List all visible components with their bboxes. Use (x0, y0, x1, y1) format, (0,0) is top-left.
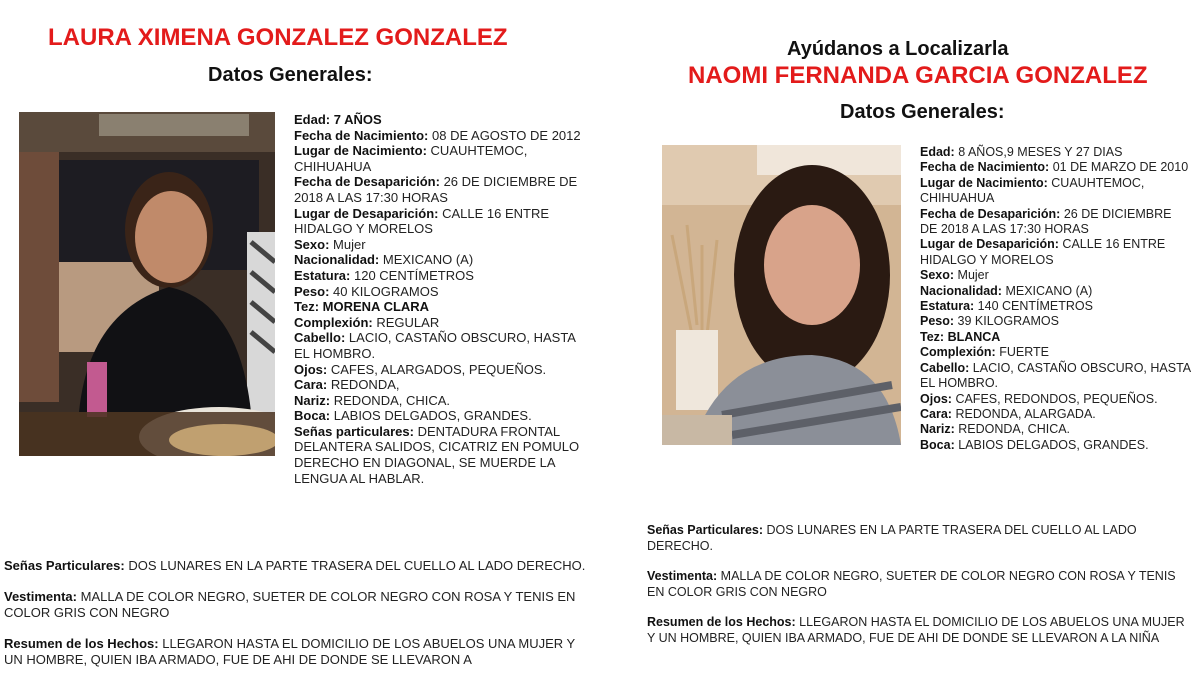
detail-label: Estatura: (294, 267, 351, 283)
detail-value: DENTADURA FRONTAL DELANTERA SALIDOS, CICATRIZ EN POMULO DERECHO EN DIAGONAL, SE MUERDE LA LENGUA AL HABLAR. (294, 423, 580, 486)
general-data-list (920, 145, 1192, 453)
detail-row (294, 143, 584, 174)
detail-row (294, 237, 584, 253)
detail-value: 8 AÑOS,9 MESES Y 27 DIAS (958, 145, 1123, 159)
detail-row (920, 438, 1192, 453)
detail-row (920, 361, 1192, 392)
right-poster (600, 0, 1200, 675)
detail-value: 01 DE MARZO DE 2010 (1052, 160, 1189, 175)
detail-label: Cabello: (294, 330, 346, 346)
info-label: Vestimenta: (647, 569, 718, 583)
missing-person-name: LAURA XIMENA GONZALEZ GONZALEZ (48, 24, 508, 51)
detail-row (920, 422, 1192, 437)
person-photo (662, 145, 901, 445)
info-label: Resumen de los Hechos: (4, 636, 159, 651)
detail-row (920, 299, 1192, 314)
info-label: Vestimenta: (4, 589, 77, 604)
detail-label: Estatura: (920, 299, 975, 314)
detail-label: Sexo: (294, 236, 330, 252)
detail-value: FUERTE (999, 345, 1049, 360)
info-label: Señas Particulares: (647, 523, 764, 537)
detail-value: 26 DE DICIEMBRE DE 2018 A LAS 17:30 HORAS (294, 174, 578, 205)
info-paragraph (647, 615, 1195, 646)
detail-label: Edad: (920, 145, 955, 159)
detail-label: Edad: (294, 112, 331, 127)
detail-label: Ojos: (920, 391, 952, 406)
detail-row (294, 284, 584, 300)
detail-row (920, 330, 1192, 345)
detail-row (294, 424, 584, 486)
detail-row (920, 160, 1192, 175)
detail-row (294, 299, 584, 315)
detail-label: Nariz: (920, 422, 955, 437)
detail-label: Ojos: (294, 361, 328, 377)
detail-value: MEXICANO (A) (382, 252, 474, 268)
info-paragraph (647, 523, 1195, 554)
detail-row (294, 112, 584, 128)
detail-label: Cara: (920, 406, 952, 421)
detail-row (294, 408, 584, 424)
detail-row (294, 362, 584, 378)
info-label: Señas Particulares: (4, 558, 125, 573)
detail-value: MEXICANO (A) (1005, 283, 1093, 298)
help-locate-subtitle: Ayúdanos a Localizarla (787, 38, 1009, 60)
info-paragraph (647, 569, 1195, 600)
detail-label: Tez: (920, 329, 945, 344)
detail-row (294, 268, 584, 284)
detail-value: 26 DE DICIEMBRE DE 2018 A LAS 17:30 HORAS (920, 206, 1172, 237)
info-value: DOS LUNARES EN LA PARTE TRASERA DEL CUELLO AL LADO DERECHO. (128, 558, 586, 573)
additional-info (647, 523, 1195, 661)
detail-row (294, 174, 584, 205)
detail-label: Tez: (294, 299, 320, 315)
info-paragraph (4, 636, 594, 668)
detail-value: MORENA CLARA (322, 299, 430, 315)
info-value: LLEGARON HASTA EL DOMICILIO DE LOS ABUELOS UNA MUJER Y UN HOMBRE, QUIEN IBA ARMADO, FUE DE AHI DE DONDE SE LLEVARON A LA NIÑA (647, 615, 1185, 645)
detail-label: Lugar de Nacimiento: (920, 175, 1048, 190)
detail-label: Lugar de Nacimiento: (294, 143, 427, 159)
detail-row (920, 145, 1192, 160)
detail-value: REDONDA, CHICA. (333, 392, 451, 408)
detail-label: Complexión: (920, 345, 996, 360)
detail-value: LABIOS DELGADOS, GRANDES. (333, 408, 532, 424)
detail-row (920, 268, 1192, 283)
info-value: DOS LUNARES EN LA PARTE TRASERA DEL CUELLO AL LADO DERECHO. (647, 523, 1137, 553)
detail-label: Cara: (294, 377, 328, 393)
detail-label: Sexo: (920, 268, 955, 283)
info-value: MALLA DE COLOR NEGRO, SUETER DE COLOR NEGRO CON ROSA Y TENIS EN COLOR GRIS CON NEGRO (4, 589, 576, 620)
detail-value: CUAUHTEMOC, CHIHUAHUA (294, 143, 528, 174)
detail-value: CAFES, ALARGADOS, PEQUEÑOS. (330, 361, 547, 377)
detail-value: LABIOS DELGADOS, GRANDES. (958, 437, 1149, 452)
detail-row (920, 392, 1192, 407)
info-value: LLEGARON HASTA EL DOMICILIO DE LOS ABUELOS UNA MUJER Y UN HOMBRE, QUIEN IBA ARMADO, FUE DE AHI DE DONDE SE LLEVARON A (4, 636, 575, 667)
detail-value: LACIO, CASTAÑO OBSCURO, HASTA EL HOMBRO. (294, 330, 576, 361)
info-paragraph (4, 558, 594, 574)
detail-row (920, 345, 1192, 360)
detail-row (294, 315, 584, 331)
detail-label: Complexión: (294, 314, 373, 330)
detail-row (920, 237, 1192, 268)
detail-value: 08 DE AGOSTO DE 2012 (432, 127, 581, 143)
additional-info (4, 558, 594, 675)
detail-value: REDONDA, CHICA. (958, 422, 1071, 437)
detail-row (920, 176, 1192, 207)
detail-value: REDONDA, ALARGADA. (955, 406, 1096, 421)
detail-row (920, 284, 1192, 299)
detail-label: Peso: (294, 283, 330, 299)
detail-label: Peso: (920, 314, 955, 329)
detail-row (294, 128, 584, 144)
detail-value: CALLE 16 ENTRE HIDALGO Y MORELOS (920, 237, 1166, 267)
detail-value: CALLE 16 ENTRE HIDALGO Y MORELOS (294, 205, 550, 237)
detail-label: Fecha de Nacimiento: (294, 127, 429, 143)
detail-row (294, 330, 584, 361)
detail-row (294, 377, 584, 393)
detail-value: REDONDA, (330, 377, 400, 393)
detail-row (920, 314, 1192, 329)
detail-value: 7 AÑOS (333, 112, 382, 127)
detail-label: Lugar de Desaparición: (294, 205, 439, 221)
detail-value: 40 KILOGRAMOS (333, 283, 439, 299)
detail-value: 140 CENTÍMETROS (977, 299, 1093, 314)
detail-value: LACIO, CASTAÑO OBSCURO, HASTA EL HOMBRO. (920, 360, 1191, 391)
detail-value: 120 CENTÍMETROS (353, 267, 474, 283)
detail-label: Boca: (920, 437, 955, 452)
detail-label: Nariz: (294, 392, 331, 408)
person-photo (19, 112, 275, 456)
section-heading: Datos Generales: (208, 64, 373, 86)
detail-value: BLANCA (947, 329, 1001, 344)
detail-row (920, 207, 1192, 238)
info-label: Resumen de los Hechos: (647, 615, 796, 629)
detail-value: CAFES, REDONDOS, PEQUEÑOS. (955, 391, 1158, 406)
detail-row (294, 393, 584, 409)
detail-label: Boca: (294, 408, 331, 424)
section-heading: Datos Generales: (840, 101, 1005, 123)
detail-row (294, 252, 584, 268)
detail-value: REGULAR (376, 314, 440, 330)
detail-label: Cabello: (920, 360, 970, 375)
detail-label: Nacionalidad: (294, 252, 380, 268)
detail-row (920, 407, 1192, 422)
detail-value: CUAUHTEMOC, CHIHUAHUA (920, 175, 1145, 206)
general-data-list (294, 112, 584, 486)
info-paragraph (4, 589, 594, 621)
missing-person-name: NAOMI FERNANDA GARCIA GONZALEZ (688, 62, 1148, 89)
detail-label: Fecha de Desaparición: (920, 206, 1061, 221)
detail-label: Señas particulares: (294, 423, 414, 439)
detail-label: Lugar de Desaparición: (920, 237, 1059, 252)
detail-label: Nacionalidad: (920, 283, 1002, 298)
detail-value: Mujer (957, 268, 989, 283)
detail-row (294, 206, 584, 237)
info-value: MALLA DE COLOR NEGRO, SUETER DE COLOR NEGRO CON ROSA Y TENIS EN COLOR GRIS CON NEGRO (647, 569, 1176, 599)
detail-label: Fecha de Desaparición: (294, 174, 440, 190)
detail-value: Mujer (333, 236, 366, 252)
detail-label: Fecha de Nacimiento: (920, 160, 1050, 175)
detail-value: 39 KILOGRAMOS (957, 314, 1059, 329)
